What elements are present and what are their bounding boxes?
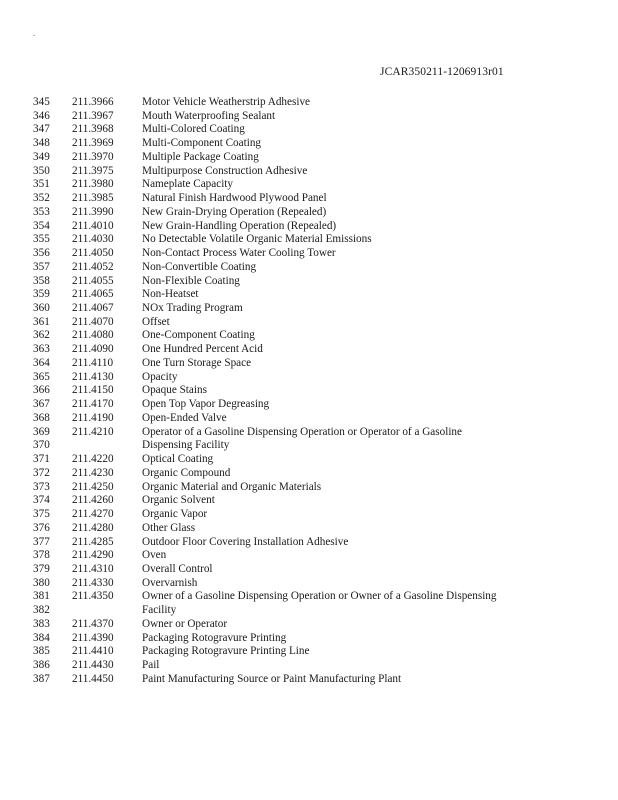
section-number (72, 604, 142, 618)
section-number: 211.4052 (72, 260, 114, 273)
document-id: JCAR350211-1206913r01 (380, 66, 504, 78)
line-number: 353 (33, 205, 50, 218)
section-title: NOx Trading Program (142, 302, 243, 315)
section-row (33, 481, 593, 495)
section-row (33, 577, 593, 591)
section-number: 211.4090 (72, 343, 114, 356)
section-row (33, 426, 593, 440)
section-number: 211.3969 (72, 137, 114, 150)
section-row (33, 288, 593, 302)
section-title: Paint Manufacturing Source or Paint Manufacturing Plant (142, 672, 402, 685)
section-number: 211.4250 (72, 480, 114, 493)
section-title: Nameplate Capacity (142, 178, 234, 191)
section-number: 211.4230 (72, 466, 114, 479)
section-number: 211.3985 (72, 192, 114, 205)
section-title: Owner or Operator (142, 617, 228, 630)
line-number: 357 (33, 260, 50, 273)
section-title: One-Component Coating (142, 329, 255, 342)
section-number: 211.4190 (72, 411, 114, 424)
line-number: 386 (33, 659, 50, 672)
section-title: Oven (142, 549, 167, 562)
section-row (33, 316, 593, 330)
section-title: Packaging Rotogravure Printing Line (142, 645, 310, 658)
section-row (33, 329, 593, 343)
section-number: 211.4110 (72, 356, 114, 369)
section-row (33, 233, 593, 247)
line-number: 380 (33, 576, 50, 589)
section-number: 211.4050 (72, 247, 114, 260)
section-row (33, 673, 593, 687)
section-row (33, 192, 593, 206)
line-number: 346 (33, 109, 50, 122)
section-title: Other Glass (142, 521, 196, 534)
line-number: 375 (33, 508, 50, 521)
section-number: 211.4410 (72, 645, 114, 658)
section-title: No Detectable Volatile Organic Material Emissions (142, 233, 372, 246)
line-number: 367 (33, 398, 50, 411)
section-title: Non-Contact Process Water Cooling Tower (142, 247, 336, 260)
section-row (33, 371, 593, 385)
section-title: New Grain-Handling Operation (Repealed) (142, 219, 337, 232)
section-title: Natural Finish Hardwood Plywood Panel (142, 192, 327, 205)
section-number: 211.4067 (72, 302, 114, 315)
line-number: 385 (33, 645, 50, 658)
section-title: Offset (142, 315, 170, 328)
section-list (33, 96, 593, 687)
section-row (33, 96, 593, 110)
section-row (33, 137, 593, 151)
line-number: 381 (33, 590, 50, 603)
section-row (33, 398, 593, 412)
section-title: Overall Control (142, 562, 213, 575)
section-number: 211.4450 (72, 672, 114, 685)
section-title: Organic Solvent (142, 494, 215, 507)
section-title: Multi-Component Coating (142, 137, 262, 150)
section-number (72, 439, 142, 453)
section-title: One Hundred Percent Acid (142, 343, 263, 356)
section-title: Open Top Vapor Degreasing (142, 398, 270, 411)
section-title: One Turn Storage Space (142, 356, 252, 369)
line-number: 373 (33, 480, 50, 493)
line-number: 358 (33, 274, 50, 287)
line-number: 377 (33, 535, 50, 548)
line-number: 371 (33, 453, 50, 466)
section-number: 211.4170 (72, 398, 114, 411)
line-number: 387 (33, 672, 50, 685)
line-number: 348 (33, 137, 50, 150)
section-number: 211.4290 (72, 549, 114, 562)
line-number: 364 (33, 356, 50, 369)
section-title: Facility (142, 604, 177, 617)
section-row (33, 536, 593, 550)
section-title: Open-Ended Valve (142, 411, 227, 424)
line-number: 379 (33, 562, 50, 575)
section-number: 211.3970 (72, 150, 114, 163)
line-number: 345 (33, 96, 50, 108)
line-number: 378 (33, 549, 50, 562)
section-row (33, 165, 593, 179)
line-number: 359 (33, 288, 50, 301)
section-title: New Grain-Drying Operation (Repealed) (142, 205, 327, 218)
section-row (33, 178, 593, 192)
section-row (33, 302, 593, 316)
line-number: 363 (33, 343, 50, 356)
section-number: 211.4350 (72, 590, 114, 603)
section-number: 211.4220 (72, 453, 114, 466)
section-row (33, 604, 593, 618)
section-number: 211.3967 (72, 109, 114, 122)
section-title: Optical Coating (142, 453, 214, 466)
section-number: 211.4280 (72, 521, 114, 534)
section-number: 211.3966 (72, 96, 114, 108)
section-row (33, 206, 593, 220)
section-number: 211.4260 (72, 494, 114, 507)
line-number: 370 (33, 439, 50, 452)
section-number: 211.4065 (72, 288, 114, 301)
section-number: 211.3968 (72, 123, 114, 136)
section-title: Opaque Stains (142, 384, 207, 397)
section-title: Pail (142, 659, 160, 672)
line-number: 350 (33, 164, 50, 177)
section-title: Multipurpose Construction Adhesive (142, 164, 308, 177)
section-number: 211.4210 (72, 425, 114, 438)
section-number: 211.3990 (72, 205, 114, 218)
section-row (33, 659, 593, 673)
section-number: 211.4070 (72, 315, 114, 328)
section-number: 211.4030 (72, 233, 114, 246)
line-number: 349 (33, 150, 50, 163)
section-number: 211.4390 (72, 631, 114, 644)
section-row (33, 632, 593, 646)
section-number: 211.4330 (72, 576, 114, 589)
section-title: Dispensing Facility (142, 439, 230, 452)
section-number: 211.3980 (72, 178, 114, 191)
section-row (33, 439, 593, 453)
section-title: Multi-Colored Coating (142, 123, 245, 136)
section-row (33, 151, 593, 165)
section-title: Owner of a Gasoline Dispensing Operation or Owner of a Gasoline Dispensing (142, 590, 497, 603)
section-title: Non-Heatset (142, 288, 199, 301)
section-title: Motor Vehicle Weatherstrip Adhesive (142, 96, 311, 108)
section-title: Mouth Waterproofing Sealant (142, 109, 276, 122)
section-row (33, 343, 593, 357)
section-number: 211.4055 (72, 274, 114, 287)
line-number: 347 (33, 123, 50, 136)
line-number: 351 (33, 178, 50, 191)
line-number: 372 (33, 466, 50, 479)
line-number: 376 (33, 521, 50, 534)
section-title: Overvarnish (142, 576, 198, 589)
section-title: Opacity (142, 370, 178, 383)
section-title: Organic Vapor (142, 508, 208, 521)
page-speck: . (33, 28, 36, 38)
line-number: 382 (33, 604, 50, 617)
section-number: 211.4370 (72, 617, 114, 630)
line-number: 362 (33, 329, 50, 342)
section-row (33, 549, 593, 563)
section-title: Non-Flexible Coating (142, 274, 240, 287)
section-row (33, 645, 593, 659)
section-number: 211.4010 (72, 219, 114, 232)
section-row (33, 357, 593, 371)
section-row (33, 384, 593, 398)
section-title: Outdoor Floor Covering Installation Adhesive (142, 535, 349, 548)
section-row (33, 494, 593, 508)
section-number: 211.4270 (72, 508, 114, 521)
line-number: 366 (33, 384, 50, 397)
line-number: 374 (33, 494, 50, 507)
section-row (33, 247, 593, 261)
line-number: 356 (33, 247, 50, 260)
line-number: 383 (33, 617, 50, 630)
section-row (33, 453, 593, 467)
section-row (33, 110, 593, 124)
section-row (33, 563, 593, 577)
section-number: 211.4285 (72, 535, 114, 548)
section-title: Non-Convertible Coating (142, 260, 257, 273)
line-number: 369 (33, 425, 50, 438)
line-number: 384 (33, 631, 50, 644)
line-number: 354 (33, 219, 50, 232)
section-number: 211.4430 (72, 659, 114, 672)
section-title: Organic Compound (142, 466, 231, 479)
section-row (33, 618, 593, 632)
section-row (33, 261, 593, 275)
section-row (33, 220, 593, 234)
section-row (33, 522, 593, 536)
section-title: Multiple Package Coating (142, 150, 259, 163)
line-number: 360 (33, 302, 50, 315)
section-number: 211.3975 (72, 164, 114, 177)
section-title: Organic Material and Organic Materials (142, 480, 322, 493)
line-number: 355 (33, 233, 50, 246)
line-number: 361 (33, 315, 50, 328)
section-number: 211.4080 (72, 329, 114, 342)
section-title: Operator of a Gasoline Dispensing Operation or Operator of a Gasoline (142, 425, 462, 438)
section-row (33, 275, 593, 289)
section-row (33, 590, 593, 604)
section-row (33, 467, 593, 481)
section-row (33, 123, 593, 137)
section-title: Packaging Rotogravure Printing (142, 631, 287, 644)
section-number: 211.4310 (72, 562, 114, 575)
section-row (33, 412, 593, 426)
section-row (33, 508, 593, 522)
section-number: 211.4130 (72, 370, 114, 383)
line-number: 368 (33, 411, 50, 424)
line-number: 365 (33, 370, 50, 383)
line-number: 352 (33, 192, 50, 205)
section-number: 211.4150 (72, 384, 114, 397)
